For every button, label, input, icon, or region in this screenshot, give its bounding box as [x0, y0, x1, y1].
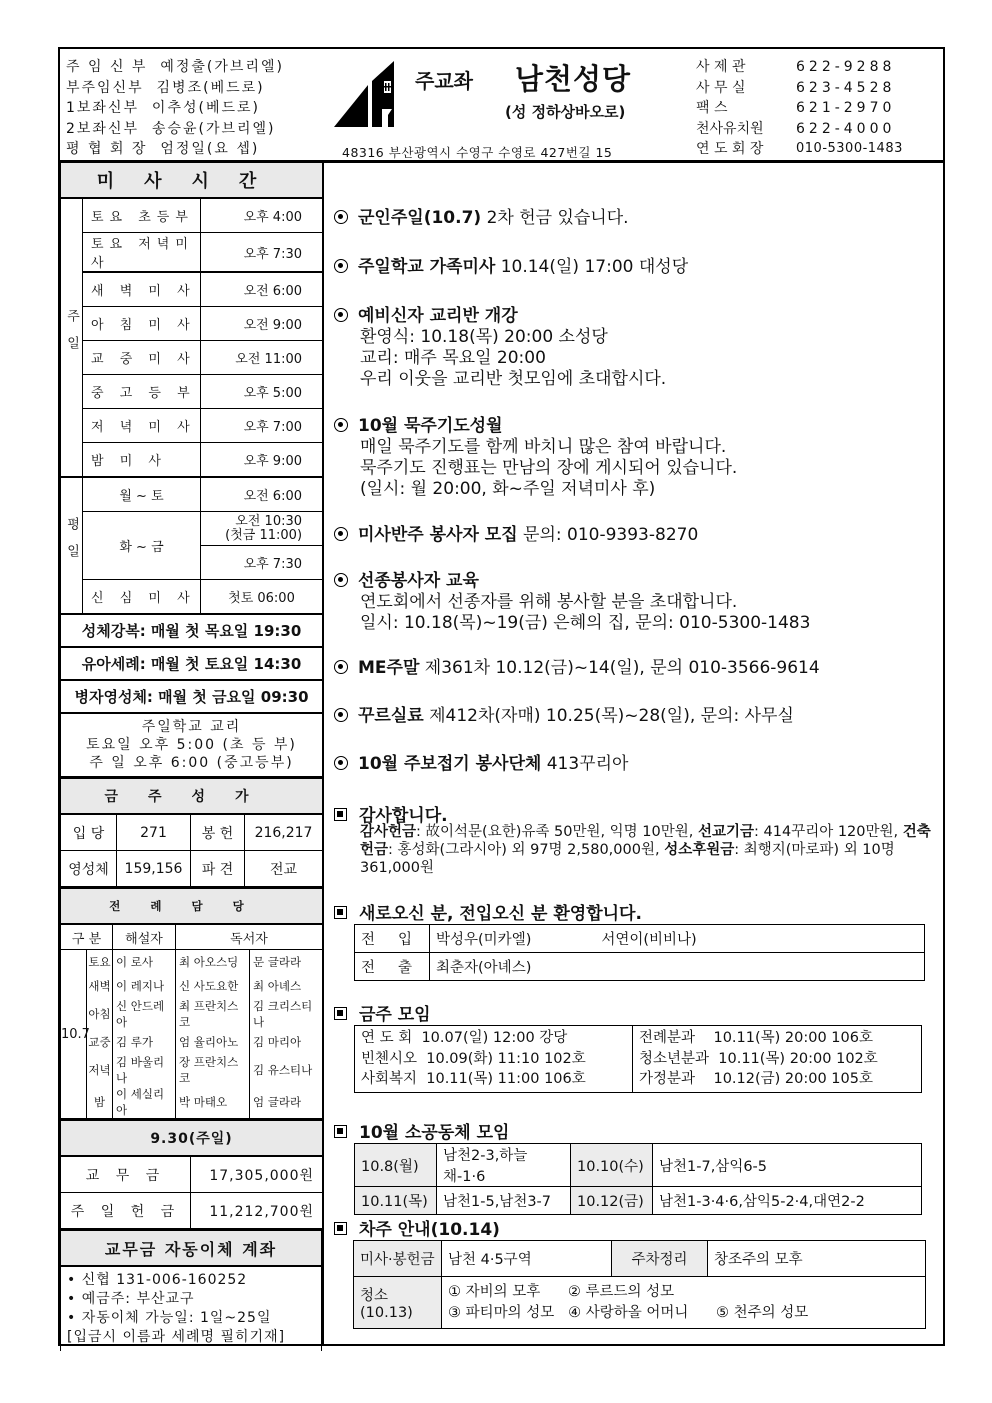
- weekly-hymns-table: 금주성가 입 당 271 봉 헌 216,217 영성체 159,156 파 견 전교: [60, 777, 323, 887]
- meetings-heading: 금주 모임: [334, 1000, 431, 1025]
- meetings-table: 연 도 회 10.07(일) 12:00 강당 빈첸시오 10.09(화) 11:10 102호 사회복지 10.11(목) 11:00 106호 전례분과 10.11(목) 20:00 106호 청소년분과 10.11(목) 20:00 102호 가정분과 10.12(금) 20:00 105호: [354, 1025, 922, 1093]
- thanks-heading: 감사합니다.: [334, 801, 448, 826]
- radio-bullet-icon: [334, 756, 348, 770]
- clergy-row: 평 협 회 장 엄정일(요 셉): [66, 141, 260, 157]
- church-name: 남천성당: [515, 62, 632, 96]
- welcome-heading: 새로오신 분, 전입오신 분 환영합니다.: [334, 899, 642, 924]
- contact-list: [696, 57, 903, 160]
- contact-row: 팩 스 621-2970: [696, 100, 896, 116]
- clergy-row: 1보좌신부 이추성(베드로): [66, 100, 260, 116]
- clergy-row: 부주임신부 김병조(베드로): [66, 79, 265, 96]
- square-bullet-icon: [334, 1007, 347, 1020]
- radio-bullet-icon: [334, 527, 348, 541]
- contact-row: 사 제 관 622-9288: [696, 59, 896, 75]
- square-bullet-icon: [334, 906, 347, 919]
- left-column: [60, 163, 324, 1346]
- radio-bullet-icon: [334, 308, 348, 322]
- notice-item: 꾸르실료 제412차(자매) 10.25(목)~28(일), 문의: 사무실: [334, 706, 794, 727]
- radio-bullet-icon: [334, 210, 348, 224]
- sunday-label: 주일: [61, 198, 83, 477]
- mass-times-table: 미사시간 주일 토요 초등부 오후 4:00 토요 저녁미사 오후 7:30 새 벽 미 사 오전 6:00 아 침 미 사 오전 9:00 교 중 미 사 오전 11:00 중 고 등 부 오후 5:00 저 녁 미 사 오후 7:00 밤 미 사 오후 9:00 평일 월 ~ 토 오전 6:00 화 ~ 금 오전 10:30 (첫금 11:00) 오후 7:30 신 심 미 사 첫토 06:00 성체강복: 매월 첫 목요일 19:30 유아세례: 매월 첫 토요일 14:30 병자영성체: 매월 첫 금요일 09:30 주일학교 교리 토요일 오후 5:00 (초 등 부) 주 일 오후 6:00 (중고등부): [60, 163, 323, 777]
- mass-times-title: 미사시간: [61, 163, 323, 198]
- title-prefix: 주교좌: [415, 69, 473, 93]
- radio-bullet-icon: [334, 708, 348, 722]
- notice-item: ME주말 제361차 10.12(금)~14(일), 문의 010-3566-9614: [334, 658, 820, 679]
- special-infant-baptism: 유아세례: 매월 첫 토요일 14:30: [61, 647, 323, 680]
- contact-row: 사 무 실 623-4528: [696, 79, 896, 96]
- weekly-hymns-title: 금주성가: [61, 778, 323, 814]
- contact-row: 천사유치원 622-4000: [696, 120, 896, 137]
- notice-item: 10월 주보접기 봉사단체 413꾸리아: [334, 754, 628, 775]
- notice-item: 예비신자 교리반 개강 환영식: 10.18(목) 20:00 소성당 교리: 매주 목요일 20:00 우리 이웃을 교리반 첫모임에 초대합시다.: [334, 306, 666, 390]
- clergy-row: 주 임 신 부 예정출(가브리엘): [66, 59, 284, 75]
- square-bullet-icon: [334, 808, 347, 821]
- bulletin-page: [58, 47, 945, 1346]
- finance-table: 9.30(주일) 교 무 금 17,305,000원 주 일 헌 금 11,212,700원: [60, 1119, 323, 1229]
- weekday-label: 평일: [61, 477, 83, 614]
- bank-transfer-table: [60, 1229, 322, 1351]
- special-benediction: 성체강복: 매월 첫 목요일 19:30: [61, 614, 323, 647]
- bank-title: 교무금 자동이체 계좌: [61, 1230, 322, 1266]
- welcome-row: 전 입 박성우(미카엘) 서연이(비비나): [355, 925, 925, 953]
- thanks-body: 감사헌금: 故이석문(요한)유족 50만원, 익명 10만원, 선교기금: 414꾸리아 120만원, 건축헌금: 홍성화(그라시아) 외 97명 2,580,000원, 성소후원금: 최행지(마로파) 외 10명 361,000원: [360, 824, 931, 876]
- next-week-heading: 차주 안내(10.14): [334, 1215, 500, 1240]
- notice-item: 군인주일(10.7) 2차 헌금 있습니다.: [334, 208, 629, 229]
- square-bullet-icon: [334, 1125, 347, 1138]
- notice-item: 주일학교 가족미사 10.14(일) 17:00 대성당: [334, 257, 688, 278]
- finance-title: 9.30(주일): [61, 1120, 323, 1156]
- welcome-row: 전 출 최춘자(아녜스): [355, 953, 925, 981]
- church-subtitle: (성 정하상바오로): [505, 103, 626, 121]
- small-community-table: 10.8(월) 남천2-3,하늘채-1·6 10.10(수) 남천1-7,삼익6-5 10.11(목) 남천1-5,남천3-7 10.12(금) 남천1-3·4·6,삼익5-2·4,대연2-2: [354, 1143, 922, 1215]
- liturgy-date: 10.7: [61, 950, 87, 1119]
- special-sick-communion: 병자영성체: 매월 첫 금요일 09:30: [61, 680, 323, 713]
- contact-row: 연 도 회 장 010-5300-1483: [696, 141, 903, 157]
- bulletin-header: [60, 49, 943, 163]
- church-address: 48316 부산광역시 수영구 수영로 427번길 15: [342, 145, 613, 160]
- clergy-list: [66, 57, 284, 160]
- radio-bullet-icon: [334, 418, 348, 432]
- sunday-school-info: 주일학교 교리 토요일 오후 5:00 (초 등 부) 주 일 오후 6:00 (중고등부): [61, 713, 323, 777]
- square-bullet-icon: [334, 1222, 347, 1235]
- next-week-table: 미사·봉헌금 남천 4·5구역 주차정리 창조주의 모후 청소 (10.13) ① 자비의 모후 ② 루르드의 성모 ③ 파티마의 성모 ④ 사랑하올 어머니 ⑤ 천주의 성모: [353, 1240, 926, 1329]
- welcome-table: [354, 924, 925, 981]
- radio-bullet-icon: [334, 573, 348, 587]
- small-community-heading: 10월 소공동체 모임: [334, 1118, 509, 1143]
- notice-item: 미사반주 봉사자 모집 문의: 010-9393-8270: [334, 525, 698, 546]
- radio-bullet-icon: [334, 660, 348, 674]
- clergy-row: 2보좌신부 송승윤(가브리엘): [66, 120, 276, 137]
- liturgy-title: 전례담당: [61, 888, 323, 924]
- church-logo-icon: [332, 59, 412, 129]
- radio-bullet-icon: [334, 259, 348, 273]
- notice-item: 선종봉사자 교육 연도회에서 선종자를 위해 봉사할 분을 초대합니다. 일시: 10.18(목)~19(금) 은혜의 집, 문의: 010-5300-1483: [334, 571, 810, 634]
- notice-item: 10월 묵주기도성월 매일 묵주기도를 함께 바치니 많은 참여 바랍니다. 묵주기도 진행표는 만남의 장에 게시되어 있습니다. (일시: 월 20:00, 화~주일 저녁미사 후): [334, 416, 737, 500]
- right-column: [324, 163, 945, 1346]
- liturgy-roles-table: 전례담당 구 분 해설자 독서자 10.7 토요 이 로사 최 아오스딩 문 글라라 새벽 이 레지나 신 사도요한 최 아녜스 아침 신 안드레아 최 프란치스코 김 크리스티나 교중 김 루가 엄 율리아노 김 마리아 저녁 김 바울리나 장 프란치스코 김 유스티나 밤 이 세실리아 박 마태오 엄 글라라: [60, 887, 323, 1119]
- bank-details: • 신협 131-006-160252 • 예금주: 부산교구 • 자동이체 가능일: 1일~25일 [입금시 이름과 세례명 필히기재]: [61, 1266, 322, 1351]
